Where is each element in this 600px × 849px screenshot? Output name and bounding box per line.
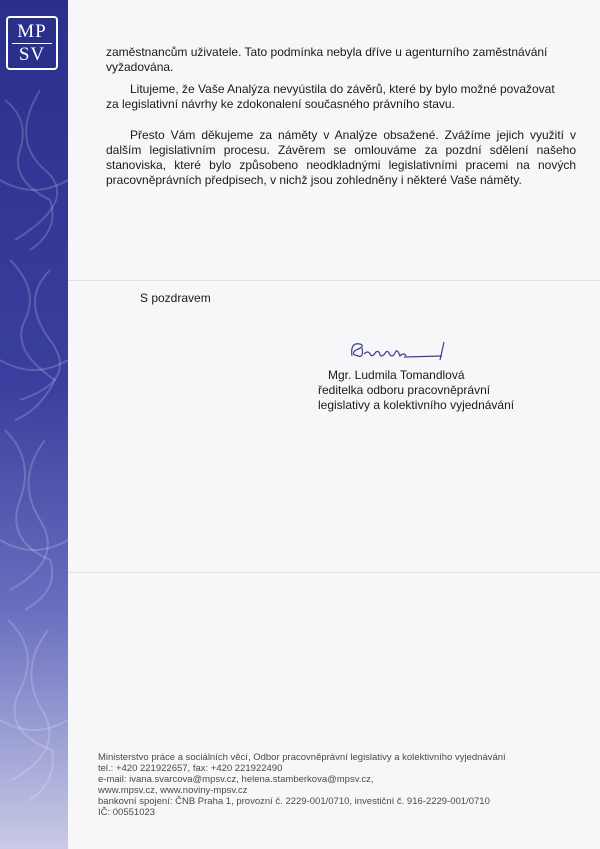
paper-fold-line [68,280,600,281]
paper-fold-line [68,572,600,573]
p1-line: vyžadována. [106,60,174,74]
footer-line: tel.: +420 221922657, fax: +420 221922490 [98,763,283,774]
footer-line: www.mpsv.cz, www.noviny-mpsv.cz [98,785,248,796]
logo-line2: SV [18,44,46,65]
p1-line: zaměstnancům uživatele. Tato podmínka nebyla dříve u agenturního zaměstnávání [106,45,548,59]
logo-line1: MP [17,21,47,42]
p2-line: za legislativní návrhy ke zdokonalení současného právního stavu. [106,97,455,111]
footer-line: e-mail: ivana.svarcova@mpsv.cz, helena.stamberkova@mpsv.cz, [98,774,374,785]
paragraph-3 [106,128,576,188]
footer-line: Ministerstvo práce a sociálních věcí, Odbor pracovněprávní legislativy a kolektivního vyjednávání [98,752,506,763]
letter-footer [98,752,506,818]
signatory-title: ředitelka odboru pracovněprávní [318,383,491,397]
footer-line: bankovní spojení: ČNB Praha 1, provozní č. 2229-001/0710, investiční č. 916-2229-001/0710 [98,796,490,807]
p2-line: Litujeme, že Vaše Analýza nevyústila do závěrů, které by bylo možné považovat [130,82,555,96]
paragraph-2 [106,82,576,112]
signatory-block [318,368,514,413]
signatory-name: Mgr. Ludmila Tomandlová [328,368,465,382]
closing-greeting: S pozdravem [140,291,211,305]
band-pattern [0,0,68,849]
decorative-side-band [0,0,68,849]
paragraph-1 [106,45,576,75]
mpsv-logo [6,16,58,70]
signatory-title: legislativy a kolektivního vyjednávání [318,398,515,412]
handwritten-signature [346,338,456,368]
footer-line: IČ: 00551023 [98,807,156,818]
p3-text: Přesto Vám děkujeme za náměty v Analýze obsažené. Zvážíme jejich využití v dalším legislativním procesu. Závěrem se omlouváme za pozdní sdělení našeho stanoviska, které bylo způsobeno neodkladnými legislativními pracemi na nových pracovněprávních předpisech, v nichž jsou zohledněny i některé Vaše náměty. [106,128,576,187]
